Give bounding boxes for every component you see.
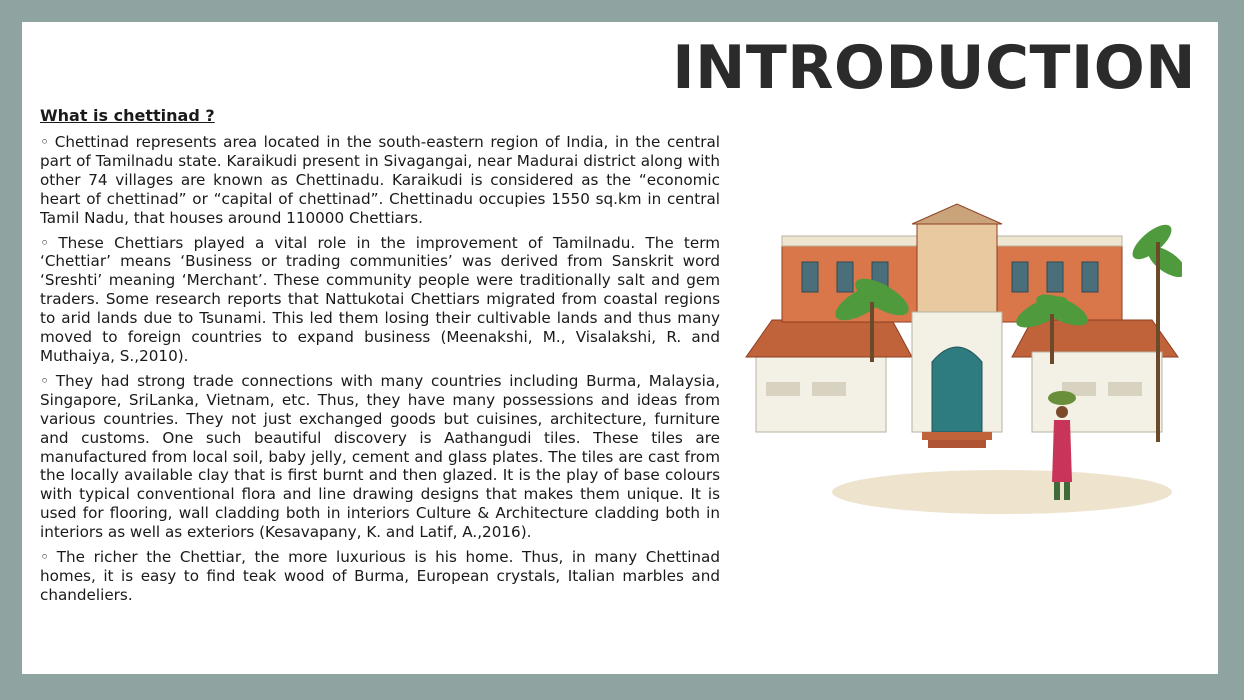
- paragraph-text: These Chettiars played a vital role in the improvement of Tamilnadu. The term ‘Chettiar’ means ‘Business or trading communities’ was derived from Sanskrit word ‘Sreshti’ meaning ‘Merchant’. These community people were traditionally salt and gem traders. Some research reports that Nattukotai Chettiars migrated from coastal regions to arid lands due to Tsunami. This led them losing their cultivable lands and thus many moved to foreign countries to expand business (Meenakshi, M., Visalakshi, R. and Muthaiya, S.,2010).: [40, 233, 720, 365]
- chettinad-mansion-illustration: [742, 202, 1182, 522]
- bullet-icon: ◦: [40, 548, 53, 567]
- subheading: What is chettinad ?: [40, 106, 215, 125]
- bullet-icon: ◦: [40, 371, 52, 390]
- bullet-icon: ◦: [40, 233, 55, 252]
- paragraph: [40, 548, 720, 605]
- paragraph-text: The richer the Chettiar, the more luxurious is his home. Thus, in many Chettinad homes, it is easy to find teak wood of Burma, European crystals, Italian marbles and chandeliers.: [40, 548, 721, 604]
- slide-title: INTRODUCTION: [672, 33, 1196, 103]
- paragraph: [40, 234, 720, 366]
- paragraph: [40, 133, 720, 228]
- paragraph-text: They had strong trade connections with many countries including Burma, Malaysia, Singapore, SriLanka, Vietnam, etc. Thus, they have many possessions and ideas from various countries. They not just exchanged goods but cuisines, architecture, furniture and customs. One such beautiful discovery is Aathangudi tiles. These tiles are manufactured from local soil, baby jelly, cement and glass plates. The tiles are cast from the locally available clay that is first burnt and then glazed. It is the play of base colours with typical conventional flora and line drawing designs that makes them unique. It is used for flooring, wall cladding both in interiors Culture & Architecture cladding both in interiors as well as exteriors (Kesavapany, K. and Latif, A.,2016).: [40, 371, 720, 542]
- paragraph: [40, 372, 720, 542]
- bullet-icon: ◦: [40, 133, 51, 151]
- text-column: [40, 106, 720, 611]
- paragraph-text: Chettinad represents area located in the south-eastern region of India, in the central part of Tamilnadu state. Karaikudi present in Sivagangai, near Madurai district along with other 74 villages are known as Chettinadu. Karaikudi is considered as the “economic heart of chettinad” or “capital of chettinad”. Chettinadu occupies 1550 sq.km in central Tamil Nadu, that houses around 110000 Chettiars.: [40, 133, 720, 227]
- slide: [22, 22, 1218, 674]
